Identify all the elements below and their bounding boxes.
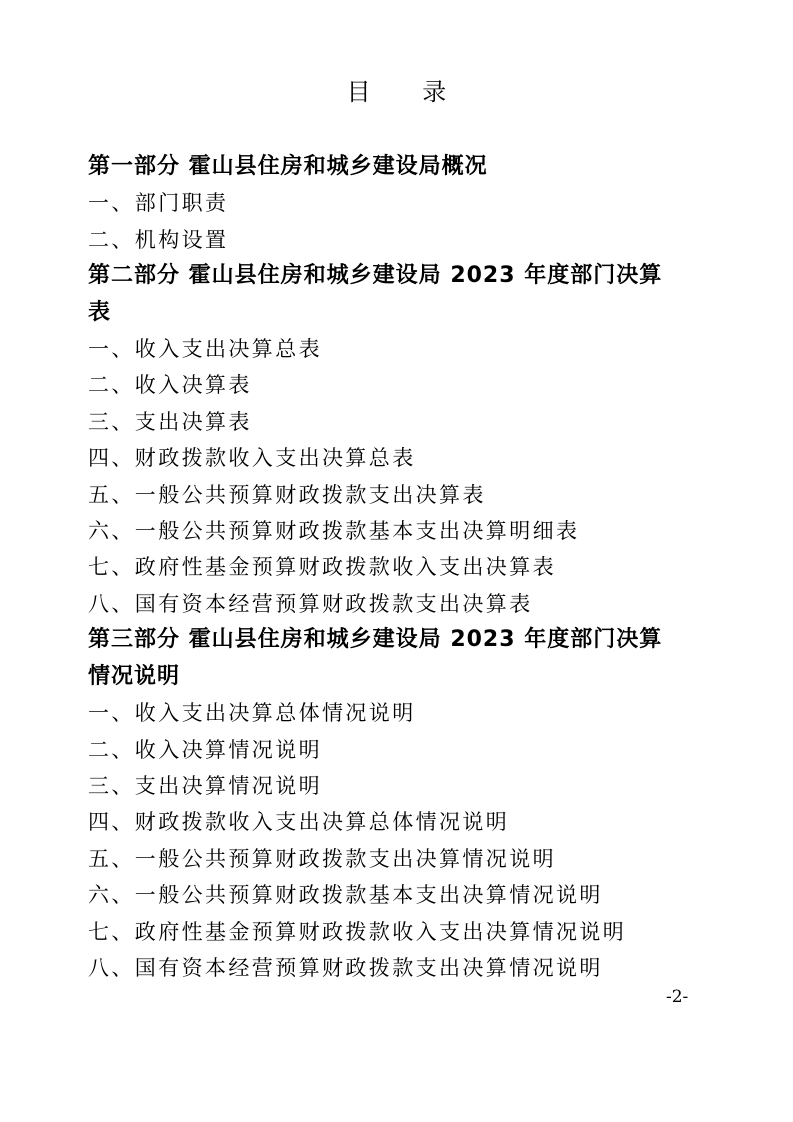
toc-item[interactable]: 八、国有资本经营预算财政拨款支出决算情况说明 xyxy=(88,955,603,980)
part-3-heading[interactable]: 第三部分 霍山县住房和城乡建设局 2023 年度部门决算 xyxy=(88,627,663,653)
part-2-heading[interactable]: 第二部分 霍山县住房和城乡建设局 2023 年度部门决算 xyxy=(88,263,663,289)
part-2-heading-continued[interactable]: 表 xyxy=(88,299,112,325)
toc-item[interactable]: 四、财政拨款收入支出决算总体情况说明 xyxy=(88,810,510,835)
toc-item[interactable]: 四、财政拨款收入支出决算总表 xyxy=(88,446,416,471)
part-3-heading-continued[interactable]: 情况说明 xyxy=(88,663,181,689)
toc-item[interactable]: 二、收入决算表 xyxy=(88,373,252,398)
toc-item[interactable]: 六、一般公共预算财政拨款基本支出决算明细表 xyxy=(88,519,580,544)
toc-item[interactable]: 三、支出决算表 xyxy=(88,409,252,434)
toc-item[interactable]: 七、政府性基金预算财政拨款收入支出决算情况说明 xyxy=(88,919,627,944)
page-number: -2- xyxy=(666,987,689,1007)
table-of-contents xyxy=(88,149,698,986)
toc-item[interactable]: 二、收入决算情况说明 xyxy=(88,737,322,762)
toc-item[interactable]: 五、一般公共预算财政拨款支出决算表 xyxy=(88,482,486,507)
toc-item[interactable]: 七、政府性基金预算财政拨款收入支出决算表 xyxy=(88,555,556,580)
toc-item[interactable]: 三、支出决算情况说明 xyxy=(88,773,322,798)
toc-item[interactable]: 二、机构设置 xyxy=(88,227,229,252)
toc-item[interactable]: 一、收入支出决算总体情况说明 xyxy=(88,701,416,726)
toc-item[interactable]: 八、国有资本经营预算财政拨款支出决算表 xyxy=(88,591,533,616)
toc-item[interactable]: 六、一般公共预算财政拨款基本支出决算情况说明 xyxy=(88,883,603,908)
toc-item[interactable]: 一、部门职责 xyxy=(88,191,229,216)
page-title: 目 录 xyxy=(346,78,469,106)
toc-item[interactable]: 五、一般公共预算财政拨款支出决算情况说明 xyxy=(88,846,556,871)
toc-item[interactable]: 一、收入支出决算总表 xyxy=(88,337,322,362)
part-1-heading[interactable]: 第一部分 霍山县住房和城乡建设局概况 xyxy=(88,154,488,179)
